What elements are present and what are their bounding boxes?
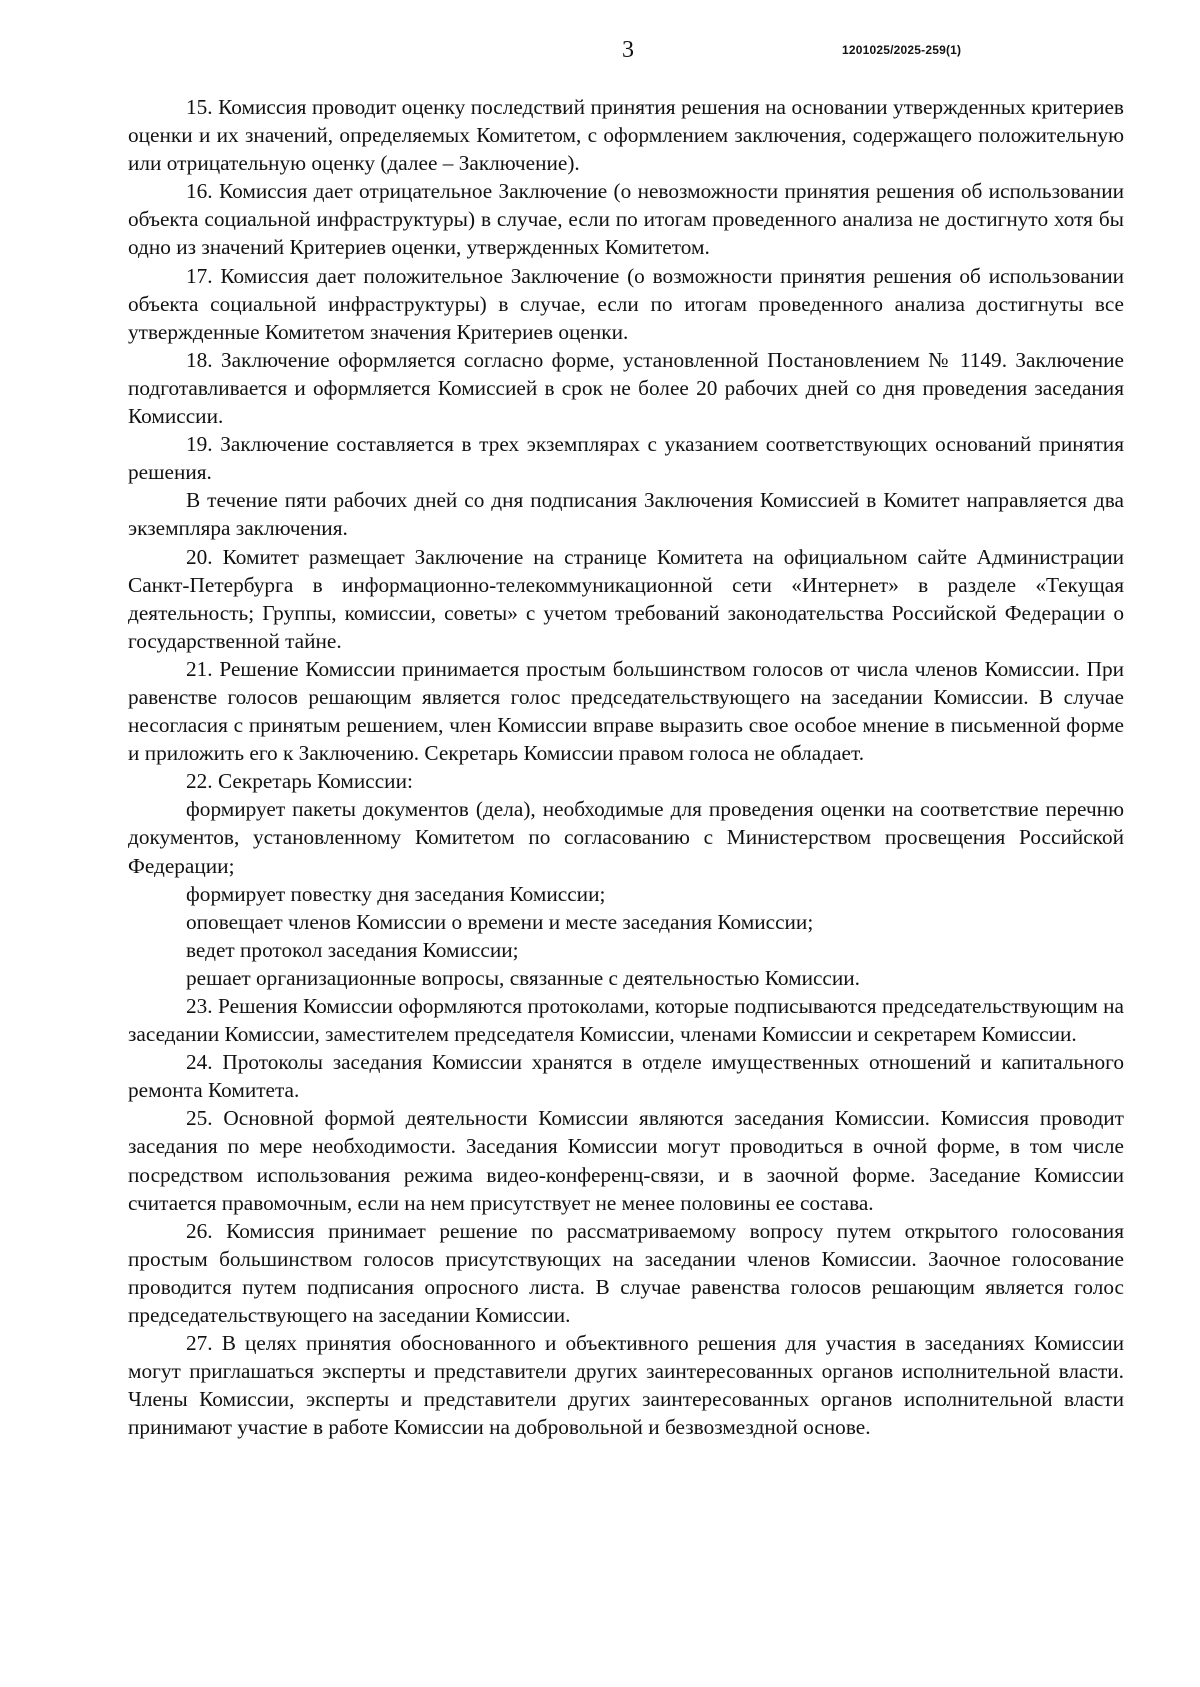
paragraph-22-item-3: оповещает членов Комиссии о времени и месте заседания Комиссии; [186, 909, 814, 934]
document-body [128, 93, 1124, 1442]
paragraph-27: 27. В целях принятия обоснованного и объективного решения для участия в заседаниях Комиссии могут приглашаться эксперты и представители других заинтересованных органов исполнительной власти. Члены Комиссии, эксперты и представители других заинтересованных органов исполнительной власти принимают участие в работе Комиссии на добровольной и безвозмездной основе. [128, 1331, 1124, 1440]
paragraph-22-item-2: формирует повестку дня заседания Комиссии; [186, 881, 606, 906]
paragraph-22-item-4: ведет протокол заседания Комиссии; [186, 937, 519, 962]
paragraph-17: 17. Комиссия дает положительное Заключение (о возможности принятия решения об использовании объекта социальной инфраструктуры) в случае, если по итогам проведенного анализа достигнуты все утвержденные Комитетом значения Критериев оценки. [128, 263, 1124, 344]
paragraph-25: 25. Основной формой деятельности Комиссии являются заседания Комиссии. Комиссия проводит заседания по мере необходимости. Заседания Комиссии могут проводиться в очной форме, в том числе посредством использования режима видео-конференц-связи, и в заочной форме. Заседание Комиссии считается правомочным, если на нем присутствует не менее половины ее состава. [128, 1106, 1124, 1215]
paragraph-15: 15. Комиссия проводит оценку последствий принятия решения на основании утвержденных критериев оценки и их значений, определяемых Комитетом, с оформлением заключения, содержащего положительную или отрицательную оценку (далее – Заключение). [128, 95, 1124, 176]
paragraph-21: 21. Решение Комиссии принимается простым большинством голосов от числа членов Комиссии. При равенстве голосов решающим является голос председательствующего на заседании Комиссии. В случае несогласия с принятым решением, член Комиссии вправе выразить свое особое мнение в письменной форме и приложить его к Заключению. Секретарь Комиссии правом голоса не обладает. [128, 656, 1124, 766]
paragraph-24: 24. Протоколы заседания Комиссии хранятся в отделе имущественных отношений и капитального ремонта Комитета. [128, 1050, 1124, 1103]
paragraph-19: 19. Заключение составляется в трех экземплярах с указанием соответствующих оснований принятия решения. [128, 432, 1124, 485]
paragraph-23: 23. Решения Комиссии оформляются протоколами, которые подписываются председательствующим на заседании Комиссии, заместителем председателя Комиссии, членами Комиссии и секретарем Комиссии. [128, 994, 1124, 1047]
paragraph-22: 22. Секретарь Комиссии: [186, 769, 413, 794]
page-number: 3 [622, 37, 634, 63]
paragraph-18: 18. Заключение оформляется согласно форме, установленной Постановлением № 1149. Заключение подготавливается и оформляется Комиссией в срок не более 20 рабочих дней со дня проведения заседания Комиссии. [128, 347, 1124, 429]
paragraph-19-continuation: В течение пяти рабочих дней со дня подписания Заключения Комиссией в Комитет направляется два экземпляра заключения. [128, 488, 1124, 541]
paragraph-22-item-1: формирует пакеты документов (дела), необходимые для проведения оценки на соответствие перечню документов, установленному Комитетом по согласованию с Министерством просвещения Российской Федерации; [128, 797, 1124, 878]
paragraph-22-item-5: решает организационные вопросы, связанные с деятельностью Комиссии. [186, 965, 860, 990]
document-code: 1201025/2025-259(1) [842, 43, 962, 57]
paragraph-20: 20. Комитет размещает Заключение на странице Комитета на официальном сайте Администрации Санкт-Петербурга в информационно-телекоммуникационной сети «Интернет» в разделе «Текущая деятельность; Группы, комиссии, советы» с учетом требований законодательства Российской Федерации о государственной тайне. [128, 544, 1124, 653]
paragraph-16: 16. Комиссия дает отрицательное Заключение (о невозможности принятия решения об использовании объекта социальной инфраструктуры) в случае, если по итогам проведенного анализа не достигнуто хотя бы одно из значений Критериев оценки, утвержденных Комитетом. [128, 179, 1124, 260]
paragraph-26: 26. Комиссия принимает решение по рассматриваемому вопросу путем открытого голосования простым большинством голосов присутствующих на заседании членов Комиссии. Заочное голосование проводится путем подписания опросного листа. В случае равенства голосов решающим является голос председательствующего на заседании Комиссии. [128, 1218, 1124, 1328]
